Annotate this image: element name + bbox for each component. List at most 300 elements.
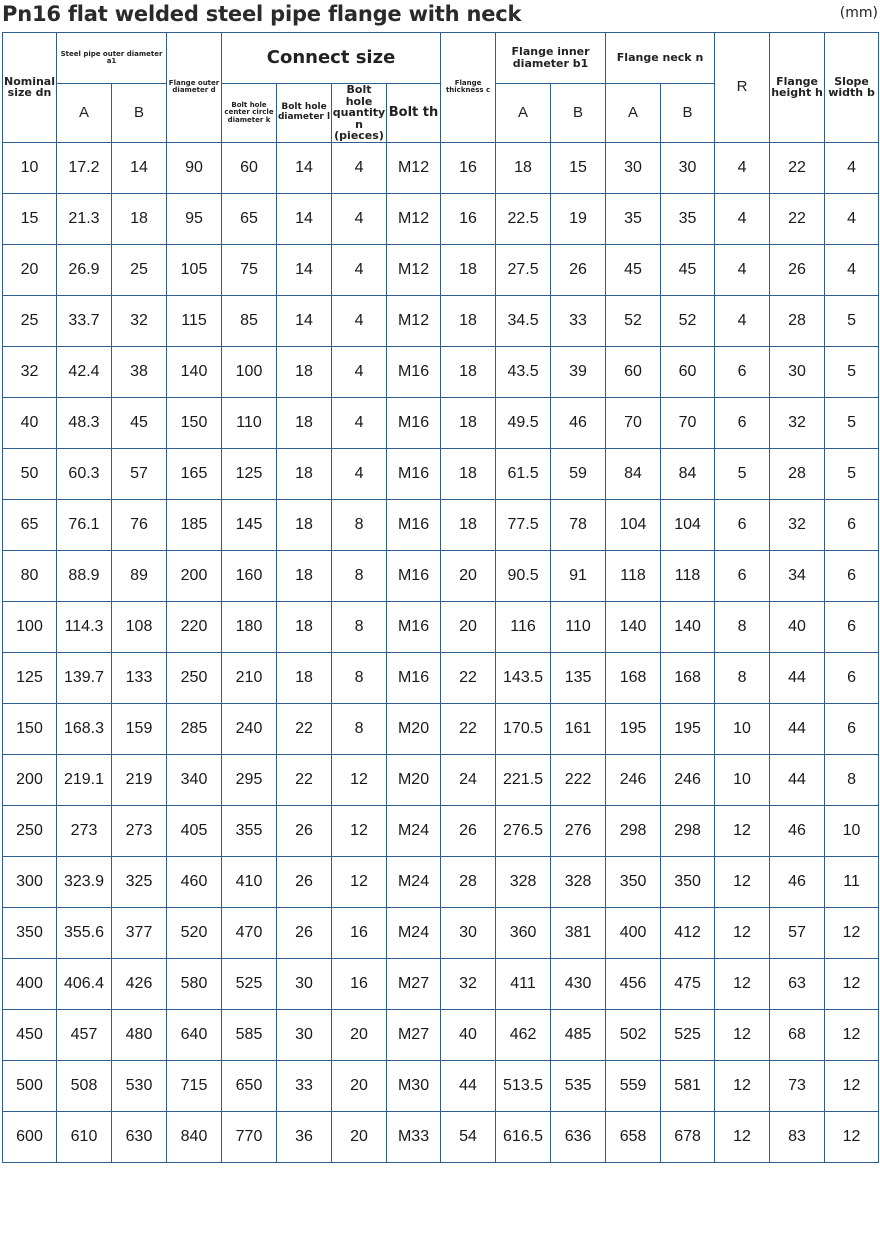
table-row	[3, 346, 879, 397]
table-cell: 150	[3, 703, 57, 754]
table-cell: 10	[715, 754, 770, 805]
table-cell: M12	[387, 142, 441, 193]
table-cell: 581	[661, 1060, 715, 1111]
table-cell: 535	[551, 1060, 606, 1111]
table-cell: 6	[825, 499, 879, 550]
header-connect-size: Connect size	[222, 33, 441, 84]
table-cell: 85	[222, 295, 277, 346]
table-cell: 18	[277, 601, 332, 652]
table-cell: 295	[222, 754, 277, 805]
table-cell: 470	[222, 907, 277, 958]
table-cell: 45	[112, 397, 167, 448]
table-cell: 8	[715, 652, 770, 703]
table-cell: 525	[222, 958, 277, 1009]
table-cell: 110	[222, 397, 277, 448]
table-cell: 6	[825, 550, 879, 601]
table-cell: 22	[441, 703, 496, 754]
table-cell: 12	[332, 754, 387, 805]
table-cell: 59	[551, 448, 606, 499]
table-cell: 5	[825, 397, 879, 448]
table-cell: 52	[606, 295, 661, 346]
table-cell: 508	[57, 1060, 112, 1111]
table-cell: 405	[167, 805, 222, 856]
table-cell: 118	[606, 550, 661, 601]
table-cell: 30	[770, 346, 825, 397]
table-cell: 76.1	[57, 499, 112, 550]
table-cell: 355	[222, 805, 277, 856]
table-cell: 200	[167, 550, 222, 601]
table-cell: 28	[770, 295, 825, 346]
table-cell: 480	[112, 1009, 167, 1060]
table-row	[3, 805, 879, 856]
table-cell: 140	[661, 601, 715, 652]
table-cell: 6	[825, 703, 879, 754]
table-cell: 80	[3, 550, 57, 601]
table-cell: 108	[112, 601, 167, 652]
table-cell: 4	[715, 244, 770, 295]
table-cell: 12	[825, 1060, 879, 1111]
table-cell: 95	[167, 193, 222, 244]
table-cell: 32	[770, 499, 825, 550]
table-cell: M24	[387, 805, 441, 856]
title-bar	[0, 0, 880, 32]
table-cell: 48.3	[57, 397, 112, 448]
table-cell: 12	[715, 1009, 770, 1060]
table-cell: 25	[112, 244, 167, 295]
table-cell: 170.5	[496, 703, 551, 754]
table-cell: 110	[551, 601, 606, 652]
table-cell: 22	[441, 652, 496, 703]
table-cell: 328	[551, 856, 606, 907]
table-cell: 26	[441, 805, 496, 856]
table-cell: 500	[3, 1060, 57, 1111]
table-cell: 10	[825, 805, 879, 856]
table-cell: 24	[441, 754, 496, 805]
table-cell: 114.3	[57, 601, 112, 652]
table-cell: 4	[332, 448, 387, 499]
header-bolt-hole-diameter: Bolt hole diameter l	[277, 84, 332, 143]
table-cell: 18	[277, 397, 332, 448]
table-cell: 44	[770, 754, 825, 805]
table-cell: 5	[825, 295, 879, 346]
table-cell: 63	[770, 958, 825, 1009]
table-cell: 104	[661, 499, 715, 550]
table-cell: 44	[770, 703, 825, 754]
table-cell: 457	[57, 1009, 112, 1060]
table-row	[3, 601, 879, 652]
table-cell: 45	[606, 244, 661, 295]
table-cell: 28	[770, 448, 825, 499]
table-cell: 26	[277, 856, 332, 907]
table-cell: 46	[770, 805, 825, 856]
table-cell: 6	[715, 499, 770, 550]
table-row	[3, 550, 879, 601]
table-row	[3, 754, 879, 805]
table-cell: 11	[825, 856, 879, 907]
table-cell: 168.3	[57, 703, 112, 754]
table-cell: M12	[387, 295, 441, 346]
table-cell: 19	[551, 193, 606, 244]
table-cell: 26	[551, 244, 606, 295]
table-row	[3, 295, 879, 346]
table-cell: 32	[112, 295, 167, 346]
table-cell: 78	[551, 499, 606, 550]
table-cell: 100	[3, 601, 57, 652]
header-flange-thickness: Flange thickness c	[441, 33, 496, 143]
table-cell: 14	[277, 295, 332, 346]
table-cell: 328	[496, 856, 551, 907]
header-bolt-hole-quantity: Bolt hole quantity n (pieces)	[332, 83, 386, 143]
table-cell: 640	[167, 1009, 222, 1060]
table-cell: 14	[112, 142, 167, 193]
table-cell: 325	[112, 856, 167, 907]
table-cell: 580	[167, 958, 222, 1009]
table-cell: 12	[825, 958, 879, 1009]
table-cell: 105	[167, 244, 222, 295]
table-cell: 84	[661, 448, 715, 499]
table-cell: 250	[167, 652, 222, 703]
table-cell: 12	[715, 805, 770, 856]
table-cell: 139.7	[57, 652, 112, 703]
table-cell: 513.5	[496, 1060, 551, 1111]
header-neck-a: A	[606, 84, 661, 143]
table-cell: 89	[112, 550, 167, 601]
table-cell: 32	[3, 346, 57, 397]
table-cell: 630	[112, 1111, 167, 1162]
table-cell: 410	[222, 856, 277, 907]
table-cell: 54	[441, 1111, 496, 1162]
table-cell: 65	[222, 193, 277, 244]
table-cell: 18	[441, 499, 496, 550]
table-cell: 12	[715, 1111, 770, 1162]
table-cell: 12	[825, 907, 879, 958]
table-cell: 77.5	[496, 499, 551, 550]
unit-label: (mm)	[839, 5, 878, 21]
table-cell: M20	[387, 703, 441, 754]
table-cell: 273	[112, 805, 167, 856]
table-cell: 195	[606, 703, 661, 754]
table-cell: 6	[715, 550, 770, 601]
table-cell: 46	[770, 856, 825, 907]
table-cell: 20	[332, 1111, 387, 1162]
table-cell: 4	[715, 142, 770, 193]
table-cell: 46	[551, 397, 606, 448]
table-cell: 30	[661, 142, 715, 193]
table-cell: 70	[606, 397, 661, 448]
table-cell: 14	[277, 244, 332, 295]
table-cell: 22	[277, 754, 332, 805]
table-cell: 8	[332, 499, 387, 550]
table-cell: 4	[332, 346, 387, 397]
table-row	[3, 1009, 879, 1060]
table-cell: 520	[167, 907, 222, 958]
table-cell: 60.3	[57, 448, 112, 499]
table-cell: 143.5	[496, 652, 551, 703]
table-cell: M27	[387, 1009, 441, 1060]
table-cell: 26	[277, 907, 332, 958]
table-cell: 180	[222, 601, 277, 652]
table-cell: 5	[715, 448, 770, 499]
table-cell: 40	[441, 1009, 496, 1060]
table-cell: 36	[277, 1111, 332, 1162]
table-cell: 22	[770, 193, 825, 244]
table-cell: 12	[825, 1111, 879, 1162]
table-cell: 159	[112, 703, 167, 754]
table-cell: 298	[606, 805, 661, 856]
table-cell: 4	[715, 295, 770, 346]
table-row	[3, 907, 879, 958]
table-cell: 770	[222, 1111, 277, 1162]
page-title: Pn16 flat welded steel pipe flange with neck	[2, 2, 522, 26]
table-cell: 462	[496, 1009, 551, 1060]
table-cell: 25	[3, 295, 57, 346]
table-cell: 75	[222, 244, 277, 295]
table-cell: M24	[387, 856, 441, 907]
table-cell: 30	[441, 907, 496, 958]
table-cell: 219.1	[57, 754, 112, 805]
table-cell: 45	[661, 244, 715, 295]
table-cell: 30	[277, 1009, 332, 1060]
table-cell: 33	[551, 295, 606, 346]
table-cell: 116	[496, 601, 551, 652]
table-cell: 18	[441, 346, 496, 397]
table-cell: 4	[825, 244, 879, 295]
table-cell: 678	[661, 1111, 715, 1162]
table-cell: 20	[332, 1009, 387, 1060]
table-cell: 195	[661, 703, 715, 754]
header-bolt: Bolt th	[387, 84, 441, 143]
table-cell: 150	[167, 397, 222, 448]
table-cell: 40	[770, 601, 825, 652]
table-cell: 246	[606, 754, 661, 805]
table-cell: 135	[551, 652, 606, 703]
table-cell: 4	[332, 142, 387, 193]
table-cell: 298	[661, 805, 715, 856]
header-bolt-circle-diameter: Bolt hole center circle diameter k	[222, 84, 277, 143]
table-cell: 30	[277, 958, 332, 1009]
table-cell: 39	[551, 346, 606, 397]
table-cell: 34.5	[496, 295, 551, 346]
table-cell: 460	[167, 856, 222, 907]
table-cell: 4	[825, 193, 879, 244]
table-cell: 5	[825, 448, 879, 499]
table-row	[3, 448, 879, 499]
table-cell: 91	[551, 550, 606, 601]
table-cell: 16	[332, 907, 387, 958]
table-cell: 17.2	[57, 142, 112, 193]
table-cell: 530	[112, 1060, 167, 1111]
header-flange-inner-diameter: Flange inner diameter b1	[496, 33, 606, 84]
table-cell: 10	[3, 142, 57, 193]
table-cell: 340	[167, 754, 222, 805]
table-cell: 6	[825, 652, 879, 703]
table-cell: 221.5	[496, 754, 551, 805]
table-cell: 100	[222, 346, 277, 397]
table-cell: 118	[661, 550, 715, 601]
table-cell: 133	[112, 652, 167, 703]
table-cell: 18	[441, 397, 496, 448]
table-row	[3, 244, 879, 295]
table-cell: 12	[332, 856, 387, 907]
table-cell: 350	[3, 907, 57, 958]
table-row	[3, 1060, 879, 1111]
table-cell: 450	[3, 1009, 57, 1060]
table-cell: 426	[112, 958, 167, 1009]
table-row	[3, 499, 879, 550]
table-cell: 26	[770, 244, 825, 295]
table-cell: 14	[277, 193, 332, 244]
table-cell: 658	[606, 1111, 661, 1162]
table-cell: 83	[770, 1111, 825, 1162]
table-cell: 18	[441, 295, 496, 346]
table-cell: 22	[770, 142, 825, 193]
table-cell: 355.6	[57, 907, 112, 958]
table-cell: 715	[167, 1060, 222, 1111]
table-cell: 485	[551, 1009, 606, 1060]
table-cell: 168	[661, 652, 715, 703]
table-cell: M16	[387, 397, 441, 448]
table-cell: 5	[825, 346, 879, 397]
table-cell: 90	[167, 142, 222, 193]
table-cell: 15	[551, 142, 606, 193]
table-cell: 33.7	[57, 295, 112, 346]
table-cell: 22.5	[496, 193, 551, 244]
table-cell: 16	[441, 193, 496, 244]
table-cell: 60	[606, 346, 661, 397]
table-cell: 20	[332, 1060, 387, 1111]
table-cell: 18	[441, 448, 496, 499]
table-cell: 18	[277, 499, 332, 550]
header-nominal-size: Nominal size dn	[3, 33, 57, 143]
table-cell: 276.5	[496, 805, 551, 856]
table-cell: M33	[387, 1111, 441, 1162]
table-cell: 525	[661, 1009, 715, 1060]
table-cell: 276	[551, 805, 606, 856]
table-cell: 168	[606, 652, 661, 703]
table-cell: 456	[606, 958, 661, 1009]
table-cell: 559	[606, 1060, 661, 1111]
table-cell: 18	[112, 193, 167, 244]
header-flange-outer-diameter: Flange outer diameter d	[167, 33, 222, 143]
table-cell: 12	[715, 907, 770, 958]
table-row	[3, 193, 879, 244]
table-cell: 140	[167, 346, 222, 397]
table-cell: 220	[167, 601, 222, 652]
table-cell: 26	[277, 805, 332, 856]
table-cell: 88.9	[57, 550, 112, 601]
table-cell: 35	[661, 193, 715, 244]
table-row	[3, 856, 879, 907]
table-cell: 12	[715, 1060, 770, 1111]
table-cell: 145	[222, 499, 277, 550]
table-cell: M12	[387, 244, 441, 295]
table-cell: 35	[606, 193, 661, 244]
header-pipe-od-a: A	[57, 84, 112, 143]
header-flange-height: Flange height h	[770, 33, 825, 143]
table-cell: M16	[387, 448, 441, 499]
table-cell: 68	[770, 1009, 825, 1060]
table-cell: 76	[112, 499, 167, 550]
table-cell: 8	[715, 601, 770, 652]
table-cell: 32	[441, 958, 496, 1009]
table-cell: 381	[551, 907, 606, 958]
table-cell: 52	[661, 295, 715, 346]
header-r: R	[715, 33, 770, 143]
table-row	[3, 142, 879, 193]
table-cell: 8	[332, 652, 387, 703]
table-cell: 14	[277, 142, 332, 193]
table-cell: 8	[332, 550, 387, 601]
table-row	[3, 958, 879, 1009]
table-cell: 6	[825, 601, 879, 652]
table-cell: 60	[222, 142, 277, 193]
header-inner-dia-b: B	[551, 84, 606, 143]
table-cell: 33	[277, 1060, 332, 1111]
table-cell: 219	[112, 754, 167, 805]
table-cell: 4	[715, 193, 770, 244]
flange-spec-table	[2, 32, 879, 1163]
table-cell: M16	[387, 346, 441, 397]
table-cell: 246	[661, 754, 715, 805]
table-cell: 250	[3, 805, 57, 856]
table-cell: 125	[3, 652, 57, 703]
header-flange-neck: Flange neck n	[606, 33, 715, 84]
table-cell: 360	[496, 907, 551, 958]
table-cell: 160	[222, 550, 277, 601]
table-cell: 20	[441, 601, 496, 652]
table-cell: M27	[387, 958, 441, 1009]
table-row	[3, 1111, 879, 1162]
table-cell: 165	[167, 448, 222, 499]
table-cell: 57	[770, 907, 825, 958]
table-row	[3, 703, 879, 754]
table-cell: 610	[57, 1111, 112, 1162]
table-cell: 34	[770, 550, 825, 601]
table-cell: 323.9	[57, 856, 112, 907]
table-cell: 84	[606, 448, 661, 499]
table-cell: 350	[661, 856, 715, 907]
table-cell: 20	[3, 244, 57, 295]
table-cell: M30	[387, 1060, 441, 1111]
table-cell: 57	[112, 448, 167, 499]
table-cell: M16	[387, 601, 441, 652]
table-cell: 20	[441, 550, 496, 601]
header-pipe-outer-diameter: Steel pipe outer diameter a1	[57, 33, 167, 84]
table-cell: 18	[277, 448, 332, 499]
table-cell: 4	[332, 295, 387, 346]
table-cell: 43.5	[496, 346, 551, 397]
table-cell: 240	[222, 703, 277, 754]
table-cell: 30	[606, 142, 661, 193]
table-cell: 650	[222, 1060, 277, 1111]
table-cell: 10	[715, 703, 770, 754]
table-cell: 49.5	[496, 397, 551, 448]
table-cell: 200	[3, 754, 57, 805]
table-cell: 502	[606, 1009, 661, 1060]
table-cell: 616.5	[496, 1111, 551, 1162]
table-cell: 475	[661, 958, 715, 1009]
table-cell: 285	[167, 703, 222, 754]
table-cell: 185	[167, 499, 222, 550]
table-cell: 377	[112, 907, 167, 958]
table-cell: 21.3	[57, 193, 112, 244]
table-cell: 38	[112, 346, 167, 397]
table-cell: 8	[825, 754, 879, 805]
table-cell: 50	[3, 448, 57, 499]
table-cell: 32	[770, 397, 825, 448]
table-cell: 4	[332, 244, 387, 295]
table-cell: 12	[715, 856, 770, 907]
